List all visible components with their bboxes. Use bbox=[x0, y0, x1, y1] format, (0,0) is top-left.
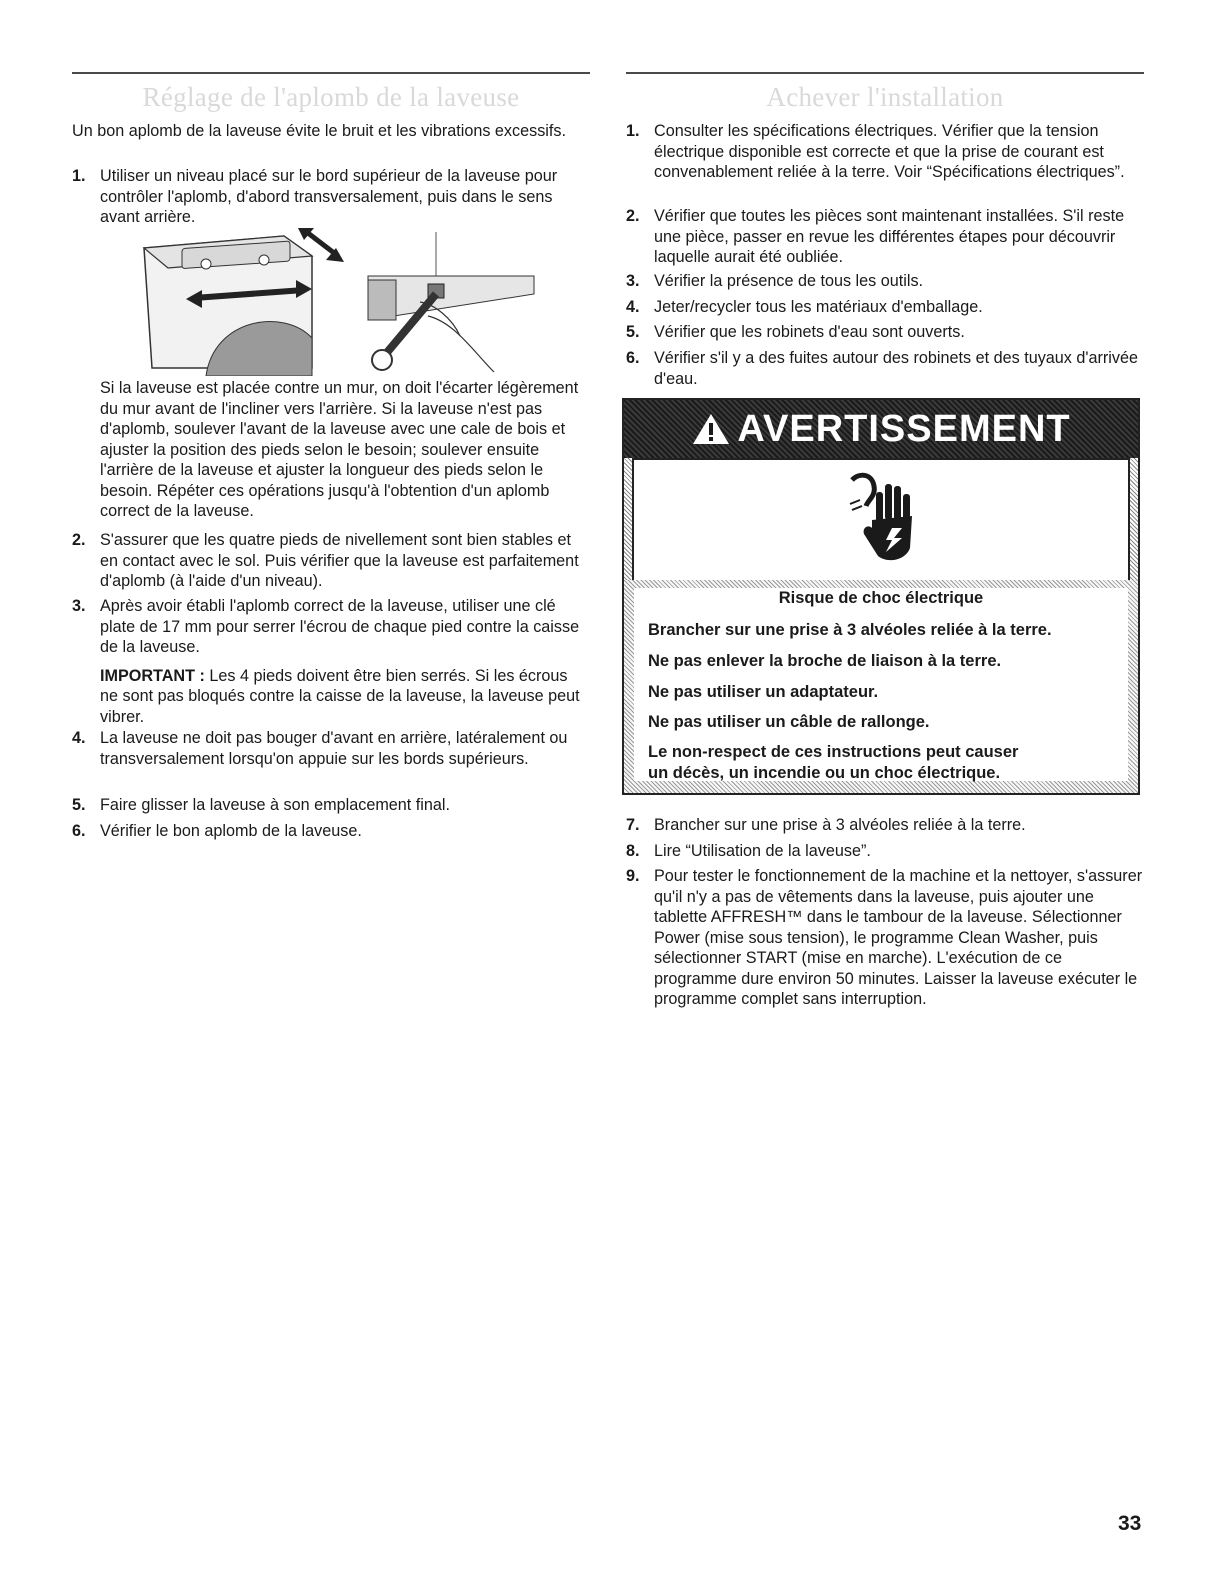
step-text: La laveuse ne doit pas bouger d'avant en arrière, latéralement ou transversalement lorsqu'on appuie sur les bords supérieurs. bbox=[100, 729, 568, 768]
page-number: 33 bbox=[1118, 1512, 1142, 1535]
step-text: Utiliser un niveau placé sur le bord supérieur de la laveuse pour contrôler l'aplomb, d'abord transversalement, puis dans le sens avant arrière. bbox=[100, 167, 558, 226]
step-text: Vérifier que les robinets d'eau sont ouverts. bbox=[654, 323, 965, 341]
important-note bbox=[100, 666, 590, 728]
list-item bbox=[72, 795, 590, 817]
list-item bbox=[626, 815, 1144, 837]
list-item bbox=[72, 166, 590, 228]
warning-title: AVERTISSEMENT bbox=[737, 407, 1071, 450]
step-number: 6. bbox=[72, 822, 86, 840]
warning-line: Le non-respect de ces instructions peut causer bbox=[648, 743, 1019, 761]
step-number: 3. bbox=[72, 597, 86, 615]
step-number: 6. bbox=[626, 349, 640, 367]
list-item bbox=[72, 530, 590, 592]
warning-hatch-left bbox=[624, 458, 632, 582]
step-text: Lire “Utilisation de la laveuse”. bbox=[654, 842, 871, 860]
warning-line: Brancher sur une prise à 3 alvéoles reliée à la terre. bbox=[648, 621, 1052, 639]
warning-line: Ne pas enlever la broche de liaison à la terre. bbox=[648, 652, 1002, 670]
warning-content bbox=[634, 588, 1128, 781]
step-number: 5. bbox=[626, 323, 640, 341]
list-item bbox=[626, 271, 1144, 293]
warning-line: Ne pas utiliser un adaptateur. bbox=[648, 683, 879, 701]
electric-shock-hand-icon bbox=[846, 470, 922, 570]
step-number: 2. bbox=[72, 531, 86, 549]
list-item bbox=[626, 841, 1144, 863]
section-heading-finish: Achever l'installation bbox=[766, 82, 1004, 112]
warning-line: Ne pas utiliser un câble de rallonge. bbox=[648, 713, 930, 731]
step-text: Vérifier s'il y a des fuites autour des robinets et des tuyaux d'arrivée d'eau. bbox=[654, 349, 1138, 388]
step-text: Vérifier le bon aplomb de la laveuse. bbox=[100, 822, 362, 840]
warning-hatch-right bbox=[1130, 458, 1138, 582]
step-text: Pour tester le fonctionnement de la machine et la nettoyer, s'assurer qu'il n'y a pas de vêtements dans la laveuse, puis ajouter une tablette AFFRESH™ dans le tambour de la laveuse. Sélectionner Power (mise sous tension), le programme Clean Washer, puis sélectionner START (mise en marche). L'exécution de ce programme dure environ 50 minutes. Laisser la laveuse exécuter le programme complet sans interruption. bbox=[654, 867, 1143, 1008]
step-text: Après avoir établi l'aplomb correct de la laveuse, utiliser une clé plate de 17 mm pour serrer l'écrou de chaque pied contre la caisse de la laveuse. bbox=[100, 597, 580, 656]
step-number: 7. bbox=[626, 816, 640, 834]
warning-icon-area bbox=[632, 458, 1130, 582]
section-rule bbox=[626, 72, 1144, 74]
list-item bbox=[626, 206, 1144, 268]
warning-triangle-icon bbox=[691, 412, 731, 446]
step-number: 1. bbox=[626, 122, 640, 140]
list-item bbox=[626, 322, 1144, 344]
warning-line: un décès, un incendie ou un choc électrique. bbox=[648, 764, 1001, 782]
leveling-instructions: Si la laveuse est placée contre un mur, on doit l'écarter légèrement du mur avant de l'incliner vers l'arrière. Si la laveuse n'est pas d'aplomb, soulever l'avant de la laveuse avec une cale de bois et ajuster la position des pieds selon le besoin; soulever ensuite l'arrière de la laveuse et ajuster la longueur des pieds selon le besoin. Répéter ces opérations jusqu'à l'obtention d'un aplomb correct de la laveuse. bbox=[100, 379, 579, 520]
list-item bbox=[626, 297, 1144, 319]
step-number: 5. bbox=[72, 796, 86, 814]
list-item bbox=[72, 596, 590, 726]
wrench-foot-illustration bbox=[364, 232, 544, 380]
step-number: 1. bbox=[72, 167, 86, 185]
step-number: 3. bbox=[626, 272, 640, 290]
step-number: 4. bbox=[72, 729, 86, 747]
step-number: 2. bbox=[626, 207, 640, 225]
washer-leveling-illustration bbox=[134, 228, 344, 376]
warning-risk: Risque de choc électrique bbox=[778, 589, 984, 607]
step-number: 9. bbox=[626, 867, 640, 885]
list-item bbox=[626, 348, 1144, 390]
step-text: Jeter/recycler tous les matériaux d'emballage. bbox=[654, 298, 983, 316]
warning-box bbox=[622, 398, 1140, 795]
section-rule bbox=[72, 72, 590, 74]
step-number: 4. bbox=[626, 298, 640, 316]
step-text: Faire glisser la laveuse à son emplacement final. bbox=[100, 796, 450, 814]
step-number: 8. bbox=[626, 842, 640, 860]
step-text: Vérifier que toutes les pièces sont maintenant installées. S'il reste une pièce, passer en revue les différentes étapes pour découvrir laquelle aurait été oubliée. bbox=[654, 207, 1125, 266]
important-text: Les 4 pieds doivent être bien serrés. Si les écrous ne sont pas bloqués contre la caisse de la laveuse, la laveuse peut vibrer. bbox=[100, 666, 580, 726]
step-text: Consulter les spécifications électriques. Vérifier que la tension électrique disponible est correcte et que la prise de courant est convenablement reliée à la terre. Voir “Spécifications électriques”. bbox=[654, 122, 1125, 181]
warning-banner bbox=[624, 400, 1138, 458]
step-text: Brancher sur une prise à 3 alvéoles reliée à la terre. bbox=[654, 816, 1026, 834]
step-text: S'assurer que les quatre pieds de nivellement sont bien stables et en contact avec le sol. Puis vérifier que la laveuse est parfaitement d'aplomb (à l'aide d'un niveau). bbox=[100, 531, 579, 590]
important-label: IMPORTANT : bbox=[100, 666, 205, 685]
list-item bbox=[626, 866, 1144, 1030]
step-text: Vérifier la présence de tous les outils. bbox=[654, 272, 924, 290]
intro-text: Un bon aplomb de la laveuse évite le bruit et les vibrations excessifs. bbox=[72, 122, 566, 140]
list-item bbox=[626, 121, 1144, 203]
list-item bbox=[72, 728, 590, 790]
list-item bbox=[72, 821, 590, 843]
section-heading-leveling: Réglage de l'aplomb de la laveuse bbox=[142, 82, 520, 112]
